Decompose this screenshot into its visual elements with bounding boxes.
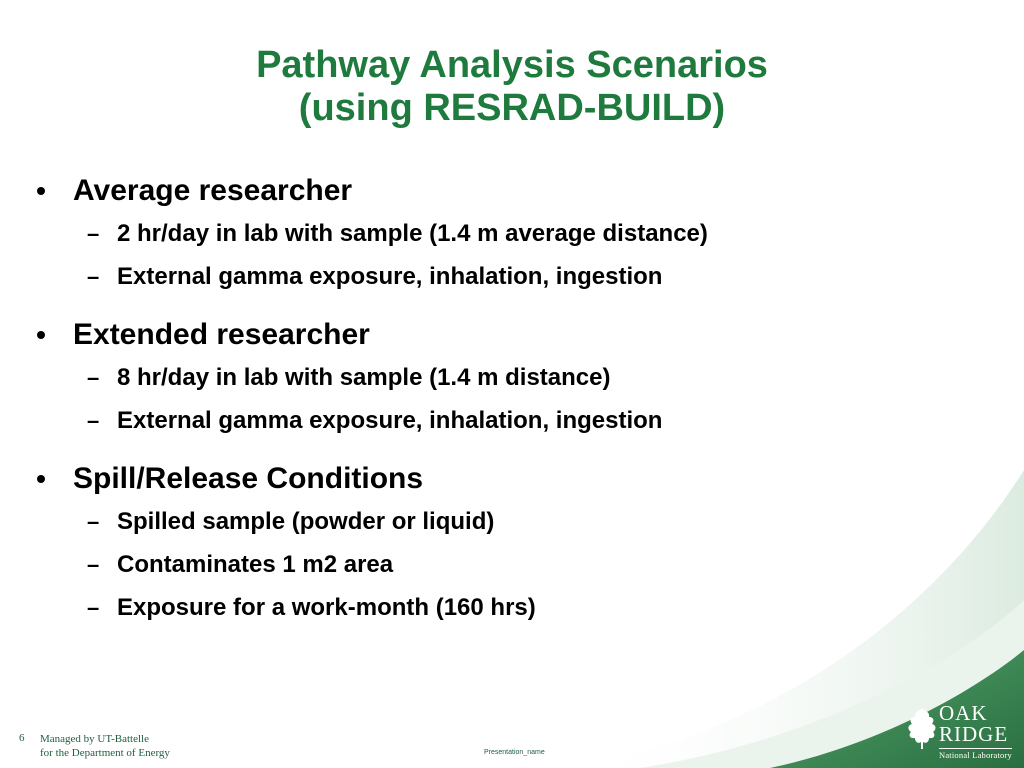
sub-bullet-item (87, 500, 893, 543)
slide-title-line-1: Pathway Analysis Scenarios (256, 44, 768, 86)
sub-bullet-text: Contaminates 1 m2 area (117, 550, 394, 578)
logo-national-laboratory-text: National Laboratory (939, 750, 1012, 760)
slide-number: 6 (19, 732, 25, 744)
bullet-text: Average researcher (73, 174, 353, 207)
dash-marker: – (87, 594, 100, 620)
footer-managed-line-1: Managed by UT-Battelle (40, 733, 149, 745)
sub-bullet-item (87, 212, 893, 255)
sub-bullet-item (87, 255, 893, 298)
sub-bullet-item (87, 356, 893, 399)
sub-bullet-item (87, 543, 893, 586)
dash-marker: – (87, 551, 100, 577)
sub-bullet-text: External gamma exposure, inhalation, ingestion (117, 406, 663, 434)
bullet-dot-icon (37, 187, 45, 195)
sub-bullet-text: External gamma exposure, inhalation, ingestion (117, 262, 663, 290)
bullet-dot-icon (37, 475, 45, 483)
sub-bullet-item (87, 399, 893, 442)
bullet-text: Extended researcher (73, 318, 370, 351)
bullet-section-spill-release (33, 458, 893, 629)
logo-ridge-text: RIDGE (939, 722, 1009, 746)
slide-title-line-2: (using RESRAD-BUILD) (298, 87, 726, 129)
sub-bullet-text: Spilled sample (powder or liquid) (117, 507, 495, 535)
bullet-list (33, 170, 893, 645)
bullet-item (33, 314, 893, 356)
logo-wordmark (939, 703, 1012, 760)
presentation-name: Presentation_name (484, 749, 545, 756)
logo-oak-text: OAK (939, 701, 988, 725)
bullet-item (33, 458, 893, 500)
bullet-item (33, 170, 893, 212)
footer-managed-line-2: for the Department of Energy (40, 747, 170, 759)
dash-marker: – (87, 508, 100, 534)
dash-marker: – (87, 407, 100, 433)
footer-managed-by (40, 732, 170, 760)
ornl-logo (905, 700, 1017, 762)
sub-bullet-text: 2 hr/day in lab with sample (1.4 m average distance) (117, 219, 708, 247)
oak-leaf-icon (905, 706, 939, 750)
bullet-section-average-researcher (33, 170, 893, 298)
dash-marker: – (87, 220, 100, 246)
sub-bullet-text: Exposure for a work-month (160 hrs) (117, 593, 536, 621)
bullet-text: Spill/Release Conditions (73, 462, 424, 495)
bullet-dot-icon (37, 331, 45, 339)
sub-bullet-text: 8 hr/day in lab with sample (1.4 m distance) (117, 363, 611, 391)
sub-bullet-item (87, 586, 893, 629)
dash-marker: – (87, 263, 100, 289)
slide-title (0, 44, 1024, 130)
dash-marker: – (87, 364, 100, 390)
bullet-section-extended-researcher (33, 314, 893, 442)
